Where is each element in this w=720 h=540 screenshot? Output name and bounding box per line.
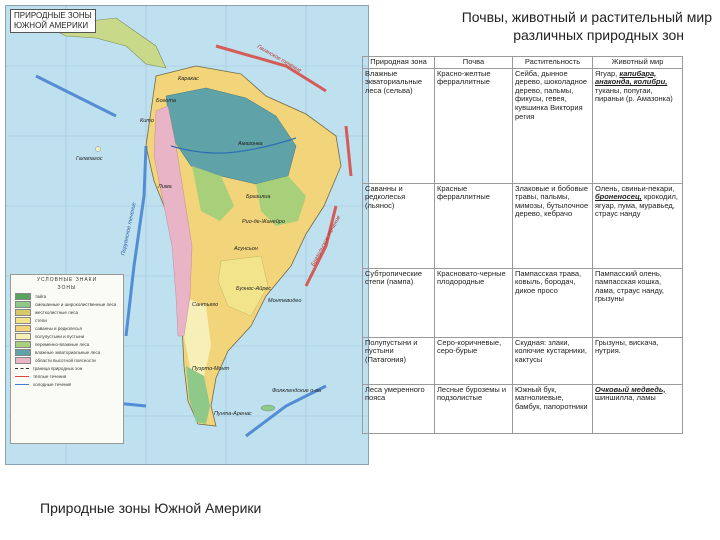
place-bogota: Богота [156, 98, 176, 104]
place-buenos-aires: Буэнос-Айрес [236, 286, 272, 292]
fauna-highlight: Очковый медведь, [595, 384, 666, 394]
fauna-text: Пампасский олень, пампасская кошка, лама, страус нанду, грызуны [595, 268, 664, 304]
place-punta-arenas: Пунта-Аренас [214, 411, 252, 417]
nature-zones-map [5, 5, 369, 465]
label-guiana-current: Гвианское течение [255, 43, 303, 75]
place-montevideo: Монтевидео [268, 298, 302, 304]
cell-soil: Красно-желтые ферраллитные [435, 68, 513, 183]
legend-label: тёплые течения [33, 373, 67, 379]
legend-label: степи [35, 317, 47, 323]
label-brazil-current: Бразильское течение [310, 214, 343, 268]
cell-fauna [593, 337, 683, 384]
legend-header: УСЛОВНЫЕ ЗНАКИ [36, 277, 98, 283]
legend-label: граница природных зон [33, 365, 83, 371]
column-header-fauna: Животный мир [593, 57, 683, 69]
legend-swatch [15, 317, 31, 324]
cell-flora: Скудная: злаки, колючие кустарники, кактусы [513, 337, 593, 384]
cell-zone: Леса умеренного пояса [363, 384, 435, 433]
legend-line-swatch [15, 384, 29, 385]
label-peru-current: Перуанское течение [120, 201, 138, 257]
table-header-row [363, 57, 683, 69]
legend-swatch [15, 341, 31, 348]
map-title-line2: ЮЖНОЙ АМЕРИКИ [14, 21, 89, 30]
fauna-text: Олень, свиньи-пекари, [595, 183, 675, 193]
legend-item [11, 300, 123, 308]
column-header-zone: Природная зона [363, 57, 435, 69]
place-rio: Рио-де-Жанейро [242, 219, 285, 225]
cell-soil: Красные ферраллитные [435, 183, 513, 268]
table-row [363, 337, 683, 384]
legend-label: переменно-влажные леса [35, 341, 90, 347]
legend-item [11, 316, 123, 324]
cell-soil: Красновато-черные плодородные [435, 268, 513, 337]
map-title-line1: ПРИРОДНЫЕ ЗОНЫ [14, 11, 92, 20]
cell-flora: Пампасская трава, ковыль, бородач, дикое просо [513, 268, 593, 337]
place-asuncion: Асунсьон [234, 246, 258, 252]
place-galapagos: Галапагос [76, 156, 103, 162]
table-row [363, 183, 683, 268]
page-title-line1: Почвы, животный и растительный мир [461, 9, 712, 25]
page-title-line2: различных природных зон [513, 27, 684, 43]
map-caption: Природные зоны Южной Америки [40, 500, 262, 516]
legend-swatch [15, 357, 31, 364]
legend-line-swatch [15, 376, 29, 377]
fauna-highlight: броненосец, [595, 192, 642, 202]
legend-label: полупустыни и пустыни [35, 333, 85, 339]
cell-fauna [593, 384, 683, 433]
zones-table [362, 56, 683, 434]
map-title-box [10, 9, 96, 33]
place-puerto-montt: Пуэрто-Монт [192, 366, 230, 372]
place-brasilia: Бразилиа [246, 194, 271, 200]
cell-fauna [593, 268, 683, 337]
legend-label: жестколистные леса [35, 309, 79, 315]
legend-line-item [11, 372, 123, 380]
fauna-text-rest: крокодил, ягуар, пума, муравьед, страус нанду [595, 192, 679, 219]
cell-flora: Злаковые и бобовые травы, пальмы, мимозы, бутылочное дерево, кебрачо [513, 183, 593, 268]
table-row [363, 268, 683, 337]
cell-zone: Влажные экваториальные леса (сельва) [363, 68, 435, 183]
legend-line-swatch [15, 368, 29, 369]
legend-label: области высотной поясности [35, 357, 96, 363]
page-title [372, 8, 712, 44]
legend-item [11, 332, 123, 340]
cell-zone: Субтропические степи (пампа) [363, 268, 435, 337]
place-quito: Кито [140, 118, 154, 124]
table-row [363, 384, 683, 433]
place-falklands: Фолклендские о-ва [272, 388, 321, 394]
place-caracas: Каракас [178, 76, 199, 82]
fauna-text-rest: туканы, попугаи, пираньи (р. Амазонка) [595, 85, 673, 104]
cell-fauna [593, 183, 683, 268]
legend-swatch [15, 349, 31, 356]
legend-item [11, 324, 123, 332]
cell-fauna [593, 68, 683, 183]
legend-label: холодные течения [33, 381, 72, 387]
legend-swatch [15, 309, 31, 316]
place-santiago: Сантьяго [192, 302, 219, 308]
legend-item [11, 292, 123, 300]
table-row [363, 68, 683, 183]
legend-item [11, 308, 123, 316]
legend-label: влажные экваториальные леса [35, 349, 101, 355]
cell-soil: Лесные буроземы и подзолистые [435, 384, 513, 433]
place-amazon: Амазонка [238, 141, 263, 147]
place-lima: Лима [158, 184, 172, 190]
cell-flora: Сейба, дынное дерево, шоколадное дерево, пальмы, фикусы, гевея, кувшинка Виктория регия [513, 68, 593, 183]
cell-zone: Полупустыни и пустыни (Патагония) [363, 337, 435, 384]
fauna-highlight: капибара, анаконда, колибри, [595, 68, 668, 87]
legend-swatch [15, 325, 31, 332]
legend-label: саванны и редколесья [35, 325, 82, 331]
column-header-soil: Почва [435, 57, 513, 69]
legend-item [11, 356, 123, 364]
legend-label: тайга [35, 293, 47, 299]
fauna-text: Грызуны, вискача, нутрия. [595, 337, 659, 356]
column-header-flora: Растительность [513, 57, 593, 69]
cell-soil: Серо-коричневые, серо-бурые [435, 337, 513, 384]
legend-swatch [15, 333, 31, 340]
fauna-text: Ягуар, [595, 68, 618, 78]
legend-subheader: ЗОНЫ [57, 285, 77, 291]
cell-flora: Южный бук, магнолиевые, бамбук, папоротники [513, 384, 593, 433]
legend-swatch [15, 293, 31, 300]
legend-label: смешанные и широколиственные леса [35, 301, 117, 307]
fauna-text-rest: шиншилла, ламы [595, 393, 656, 403]
legend-item [11, 340, 123, 348]
legend-line-item [11, 364, 123, 372]
legend-swatch [15, 301, 31, 308]
cell-zone: Саванны и редколесья (льянос) [363, 183, 435, 268]
legend-item [11, 348, 123, 356]
map-legend [10, 274, 124, 444]
legend-line-item [11, 380, 123, 388]
